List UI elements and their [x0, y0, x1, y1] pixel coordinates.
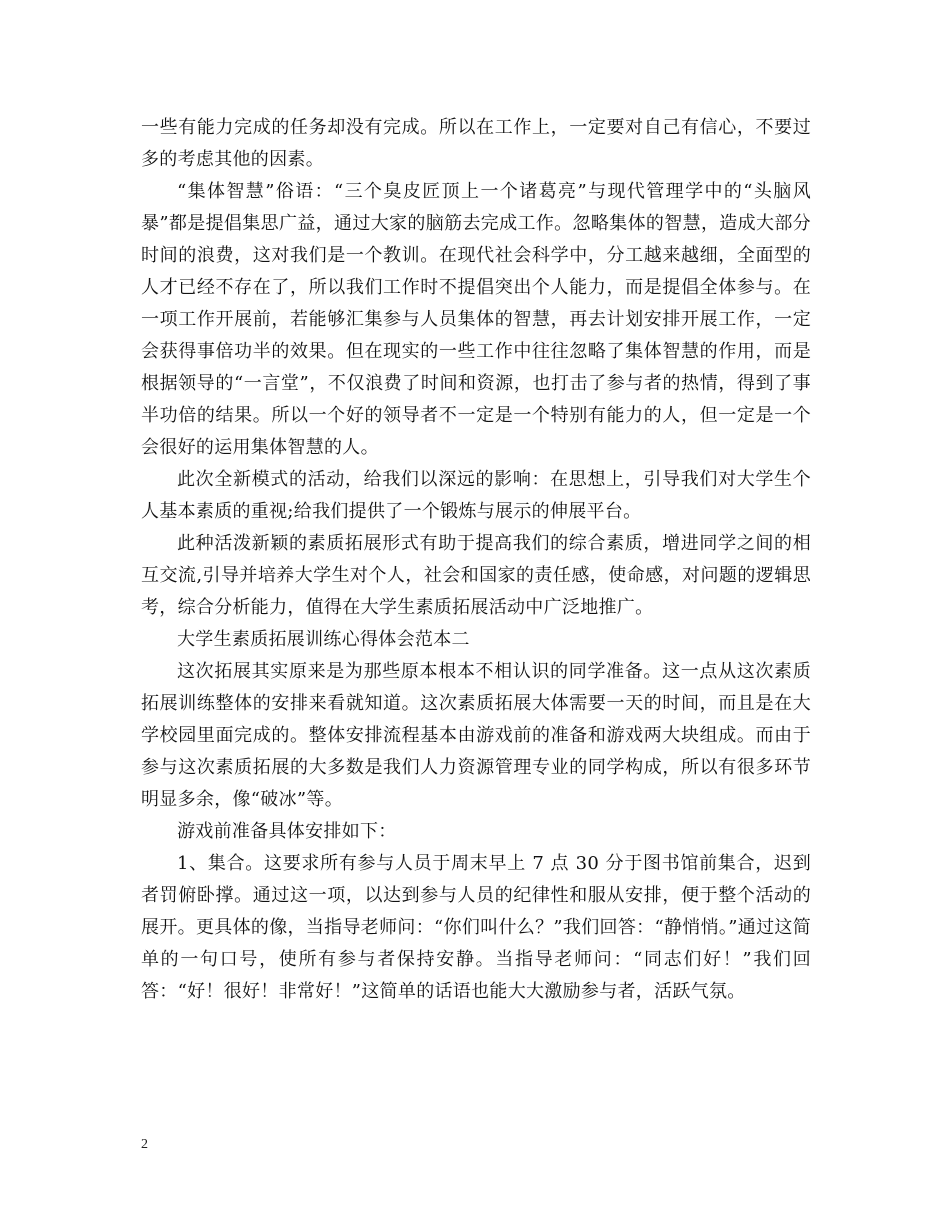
- paragraph-preparation-intro: 游戏前准备具体安排如下：: [177, 821, 397, 842]
- paragraph-assembly: 1、集合。这要求所有参与人员于周末早上 7 点 30 分于图书馆前集合，迟到者罚俯卧撑。通过这一项，以达到参与人员的纪律性和服从安排，便于整个活动的展开。更具体的像，当指导老师问：“你们叫什么？”我们回答：“静悄悄。”通过这简单的一句口号，使所有参与者保持安静。当指导老师问：“同志们好！”我们回答：“好！很好！非常好！”这简单的话语也能大大激励参与者，活跃气氛。: [141, 853, 811, 1002]
- section-heading-sample-two: 大学生素质拓展训练心得体会范本二: [177, 629, 470, 650]
- document-body: [141, 112, 811, 1008]
- paragraph-continuation: 一些有能力完成的任务却没有完成。所以在工作上，一定要对自己有信心，不要过多的考虑其他的因素。: [141, 117, 811, 170]
- paragraph-expansion-form: 此种活泼新颖的素质拓展形式有助于提高我们的综合素质，增进同学之间的相互交流,引导并培养大学生对个人，社会和国家的责任感，使命感，对问题的逻辑思考，综合分析能力，值得在大学生素质拓展活动中广泛地推广。: [141, 533, 811, 618]
- page-number: 2: [141, 1137, 148, 1152]
- paragraph-activity-impact: 此次全新模式的活动，给我们以深远的影响：在思想上，引导我们对大学生个人基本素质的重视;给我们提供了一个锻炼与展示的伸展平台。: [141, 469, 811, 522]
- paragraph-expansion-purpose: 这次拓展其实原来是为那些原本根本不相认识的同学准备。这一点从这次素质拓展训练整体的安排来看就知道。这次素质拓展大体需要一天的时间，而且是在大学校园里面完成的。整体安排流程基本由游戏前的准备和游戏两大块组成。而由于参与这次素质拓展的大多数是我们人力资源管理专业的同学构成，所以有很多环节明显多余，像“破冰”等。: [141, 661, 811, 810]
- paragraph-collective-wisdom: “集体智慧”俗语：“三个臭皮匠顶上一个诸葛亮”与现代管理学中的“头脑风暴”都是提倡集思广益，通过大家的脑筋去完成工作。忽略集体的智慧，造成大部分时间的浪费，这对我们是一个教训。在现代社会科学中，分工越来越细，全面型的人才已经不存在了，所以我们工作时不提倡突出个人能力，而是提倡全体参与。在一项工作开展前，若能够汇集参与人员集体的智慧，再去计划安排开展工作，一定会获得事倍功半的效果。但在现实的一些工作中往往忽略了集体智慧的作用，而是根据领导的“一言堂”，不仅浪费了时间和资源，也打击了参与者的热情，得到了事半功倍的结果。所以一个好的领导者不一定是一个特别有能力的人，但一定是一个会很好的运用集体智慧的人。: [141, 181, 811, 458]
